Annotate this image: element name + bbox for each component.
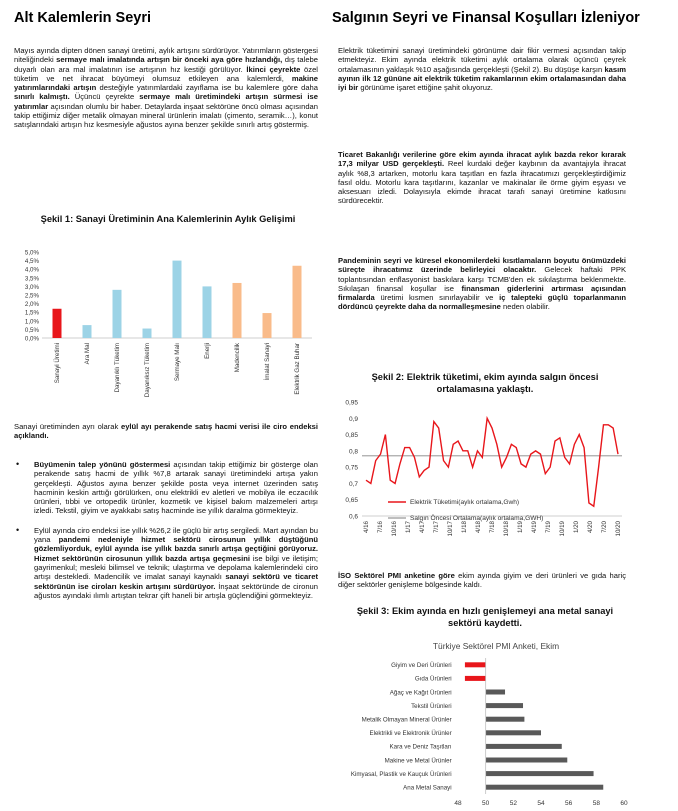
y-tick-label: 0,85 <box>345 432 358 440</box>
text-run: desteğiyle yatırımlardaki zayıflama ise bu kalemlere göre daha <box>96 83 318 93</box>
chart-title: Türkiye Sektörel PMI Anketi, Ekim <box>432 641 560 651</box>
y-tick-label: Gıda Ürünleri <box>414 675 452 683</box>
text-run: üretimi kısmen sınırlayabilir ve <box>374 293 500 303</box>
y-tick-label: 0,7 <box>348 480 358 488</box>
x-tick-label: 4/16 <box>363 521 370 534</box>
bar <box>143 329 152 338</box>
bar <box>486 717 525 722</box>
x-tick-label: Ara Mal <box>84 343 91 365</box>
x-tick-label: 7/20 <box>601 521 608 534</box>
text-run: sınırlı kalmıştı. <box>14 92 70 102</box>
bar <box>465 662 486 667</box>
y-tick-label: 0,65 <box>345 497 358 505</box>
figure-1-caption: Şekil 1: Sanayi Üretiminin Ana Kalemlerinin Aylık Gelişimi <box>40 214 296 224</box>
bullet-turnover-index <box>14 526 318 600</box>
y-tick-label: Tekstil Ürünleri <box>411 702 452 710</box>
text-run: sermaye malı üretimindeki artışın sürmesi ise yatırımlar <box>14 92 318 111</box>
y-tick-label: 0,5% <box>24 326 39 334</box>
y-tick-label: 0,9 <box>348 415 358 423</box>
x-tick-label: 1/19 <box>517 521 524 534</box>
text-run: dış talebe duyarlı olan ara mal imalatının ise artışının hız kestiği görülüyor. <box>14 55 318 74</box>
text-run: pandemi nedeniyle hizmet sektörü cirosunun yıllık düştüğünü gözlemliyorduk, eylül ayında ise yıllık bazda sınırlı artışa geçtiğini görüyoruz. Hizmet sektörünün cirosunun yıllık bazda artışa geçmesini <box>34 535 318 563</box>
text-run: finansman giderlerini artırması açısından firmalarda <box>338 283 626 303</box>
text-run: iç talepteki güçlü toparlanmanın dördüncü çeyrekte daha da normalleşmesine <box>338 293 626 312</box>
bullet-retail-sales <box>14 460 318 516</box>
x-tick-label: 60 <box>620 800 628 807</box>
figure-2-caption: Şekil 2: Elektrik tüketimi, ekim ayında salgın öncesi ortalamasına yaklaştı. <box>371 372 599 394</box>
text-run: Mayıs ayında dipten dönen sanayi üretimi, aylık artışını sürdürüyor. Yatırımların göstergesi niteliğindeki <box>14 46 318 65</box>
text-run: Sanayi üretiminden ayrı olarak <box>14 422 121 431</box>
right-paragraph-3 <box>338 256 626 312</box>
legend-label: Elektrik Tüketimi(aylık ortalama,Gwh) <box>410 499 520 506</box>
text-run: Gelecek haftaki PPK toplantısından enflasyonist baskılara karşı TCMB'den ek sıkılaştırma beklenmekte. Sıkılaşan finansal koşullar ise <box>338 265 627 293</box>
x-tick-label: 7/18 <box>489 521 496 534</box>
x-tick-label: 56 <box>565 800 573 807</box>
bar <box>293 266 302 338</box>
y-tick-label: 3,0% <box>24 283 39 291</box>
x-tick-label: 7/19 <box>545 521 552 534</box>
figure-3-hbar-chart <box>334 638 634 809</box>
bar <box>83 325 92 338</box>
x-tick-label: 1/18 <box>461 521 468 534</box>
bar <box>486 703 523 708</box>
right-section-title: Salgının Seyri ve Finansal Koşulları İzleniyor <box>332 10 640 26</box>
right-paragraph-1 <box>338 46 626 92</box>
y-tick-label: Ana Metal Sanayi <box>403 784 452 792</box>
bar <box>486 730 541 735</box>
bar <box>53 309 62 338</box>
text-run: sermaye malı imalatında artışın bir önceki aya göre hızlandığı, <box>56 55 283 65</box>
y-tick-label: 0,95 <box>345 399 358 407</box>
y-tick-label: 2,0% <box>24 301 39 309</box>
text-run: özel tüketim ve net ihracat büyümeyi olumsuz etkileyen ana kalemlerdi, <box>14 64 318 83</box>
figure-1-bar-chart <box>12 248 318 403</box>
left-paragraph-1 <box>14 46 318 130</box>
bar <box>486 771 594 776</box>
y-tick-label: Elektrikli ve Elektronik Ürünler <box>369 730 452 738</box>
x-tick-label: Madencilik <box>234 343 241 373</box>
text-run: açısından olumlu bir haber. Detaylarda inşaat sektörüne öncü olması açısından takip ettiğimiz diğer metalik olmayan mineral ürünlerin imalatı (çimento, seramik…), konut satışlarındaki artışın hız kesmesiyle ağustos ayına benzer şekilde sınırlı artış göstermiş. <box>14 101 318 130</box>
bar <box>486 785 604 790</box>
text-run: ise bilgi ve iletişim; gayrimenkul; mesleki bilimsel ve teknik; ulaştırma ve depolama kalemlerindeki ciro artışı destekledi. Madencilik ve imalat sanayi kaynaklı <box>34 553 318 582</box>
text-run: Pandeminin seyri ve küresel ekonomilerdeki kısıtlamaların boyutu önümüzdeki süreçte ihracatımız üzerinde belirleyici olacaktır. <box>338 256 626 275</box>
left-bullet-list <box>14 460 318 600</box>
x-tick-label: İmalat Sanayi <box>264 343 271 381</box>
legend-label: Salgın Öncesi Ortalama(aylık ortalama,GWH) <box>410 515 544 522</box>
text-run: Reel kurdaki değer kaybının da avantajıyla ihracat aylık %8,3 artarken, motorlu kara taşıtları en fazla ihracatımızı gerçekleştirdiğimiz fasıl oldu. Motorlu kara taşıtlarını, kazanlar ve makinalar ile örme giyim eşyası ve aksesuarı izledi. Dolayısıyla ekimde ihracat tarafı sanayi üretimine katkısını sürdürecektir. <box>338 159 626 206</box>
y-tick-label: 0,0% <box>24 335 39 343</box>
y-tick-label: 4,5% <box>24 258 39 266</box>
y-tick-label: 0,8 <box>348 448 358 456</box>
text-run: görünüme işaret ettiğine şahit oluyoruz. <box>358 83 493 93</box>
x-tick-label: Dayanıksız Tüketim <box>144 343 151 398</box>
x-tick-label: 7/17 <box>433 521 440 534</box>
x-tick-label: 58 <box>592 800 600 807</box>
text-run: sanayi sektörü ve ticaret sektörünün ise ciroları keskin artışını sürdürüyor. <box>34 572 318 591</box>
text-run: kasım ayının ilk 12 gününe ait elektrik tüketim rakamlarının ekim ortalamasından daha iyi bir <box>338 64 626 93</box>
bar <box>465 676 486 681</box>
y-tick-label: 1,0% <box>24 318 39 326</box>
x-tick-label: 4/18 <box>475 521 482 534</box>
right-paragraph-2 <box>338 150 626 206</box>
x-tick-label: 54 <box>537 800 545 807</box>
y-tick-label: 2,5% <box>24 292 39 300</box>
x-tick-label: 10/16 <box>391 521 398 537</box>
text-run: Büyümenin talep yönünü göstermesi <box>34 460 171 469</box>
y-tick-label: 4,0% <box>24 266 39 274</box>
x-tick-label: 4/19 <box>531 521 538 534</box>
y-tick-label: Kimyasal, Plastik ve Kauçuk Ürünleri <box>350 770 452 778</box>
y-tick-label: 0,6 <box>348 513 358 521</box>
x-tick-label: 52 <box>509 800 517 807</box>
text-run: neden olabilir. <box>500 302 550 312</box>
bar <box>486 744 562 749</box>
bar <box>203 286 212 338</box>
y-tick-label: Giyim ve Deri Ürünleri <box>391 662 452 670</box>
x-tick-label: Sanayi Üretimi <box>54 343 61 384</box>
x-tick-label: 10/18 <box>503 521 510 537</box>
bar <box>113 290 122 338</box>
bar <box>173 261 182 338</box>
x-tick-label: 1/17 <box>405 521 412 534</box>
text-run: eylül ayı perakende satış hacmi verisi ile ciro endeksi açıklandı. <box>14 422 318 441</box>
x-tick-label: 7/16 <box>377 521 384 534</box>
x-tick-label: 4/20 <box>587 521 594 534</box>
left-paragraph-2 <box>14 422 318 441</box>
x-tick-label: 50 <box>482 800 490 807</box>
x-tick-label: 10/17 <box>447 521 454 537</box>
text-run: Eylül ayında ciro endeksi ise yıllık %26,2 ile güçlü bir artış sergiledi. Mart ayından bu yana <box>34 525 318 545</box>
y-tick-label: Kara ve Deniz Taşıtları <box>389 743 452 751</box>
x-tick-label: Elektrik Gaz Buhar <box>294 343 301 395</box>
y-tick-label: Ağaç ve Kağıt Ürünleri <box>389 689 452 697</box>
bar <box>233 283 242 338</box>
x-tick-label: 48 <box>454 800 462 807</box>
text-run: İkinci çeyrekte <box>246 64 301 74</box>
text-run: açısından takip ettiğimiz bir gösterge olan perakende satış hacmi de yıllık %7,8 artarak sanayi üretimindeki artışa yakın gerçekleşti. Ağustos ayına benzer şekilde posta veya internet üzerinden satış hacminin keskin arttığı görülürken, onu elektrikli ev aletleri ve mobilya ile eczacılık ürünleri, tıbbi ve ortopedik ürünler, kozmetik ve kişisel bakım malzemeleri artışı izledi. Tekstil, giyim ve ayakkabı satış hacminde ise yıllık daralma görmekteyiz. <box>34 460 318 516</box>
x-tick-label: 4/17 <box>419 521 426 534</box>
text-run: ekim ayında giyim ve deri ürünleri ve gıda hariç diğer sektörler genişleme bölgesinde kaldı. <box>338 571 626 590</box>
x-tick-label: 1/20 <box>573 521 580 534</box>
y-tick-label: Metalik Olmayan Mineral Ürünler <box>361 716 452 724</box>
text-run: Ticaret Bakanlığı verilerine göre ekim ayında ihracat aylık bazda rekor kırarak 17,3 milyar USD gerçekleşti. <box>338 150 626 169</box>
bar <box>263 313 272 338</box>
text-run: Üçüncü çeyrekte <box>69 92 140 102</box>
y-tick-label: 1,5% <box>24 309 39 317</box>
y-tick-label: 5,0% <box>24 249 39 257</box>
x-tick-label: 10/20 <box>615 521 622 537</box>
y-tick-label: Makine ve Metal Ürünler <box>384 757 452 765</box>
text-run: İnşaat sektöründe de cironun ağustos ayındaki ılımlı artıştan tekrar çift haneli bir artışla güçlendiğini görmekteyiz. <box>34 581 318 600</box>
x-tick-label: Dayanıklı Tüketim <box>114 343 121 393</box>
series-line <box>366 418 618 506</box>
figure-3-caption: Şekil 3: Ekim ayında en hızlı genişlemeyi ana metal sanayi sektörü kaydetti. <box>356 606 614 628</box>
figure-2-line-chart <box>334 396 634 564</box>
y-tick-label: 3,5% <box>24 275 39 283</box>
bar <box>486 758 568 763</box>
text-run: makine yatırımlarındaki artışın <box>14 73 318 93</box>
x-tick-label: Sermaye Malı <box>174 343 181 382</box>
y-tick-label: 0,75 <box>345 464 358 472</box>
left-section-title: Alt Kalemlerin Seyri <box>14 10 151 26</box>
right-paragraph-4 <box>338 571 626 590</box>
bar <box>486 690 505 695</box>
text-run: İSO Sektörel PMI anketine göre <box>338 571 455 580</box>
text-run: Elektrik tüketimini sanayi üretimindeki görünüme dair fikir vermesi açısından takip etmekteyiz. Ekim ayında elektrik tüketimi aylık ortalama olarak üçüncü çeyrek ortalamasının yaklaşık %10 aşağısında gerçekleşti (Şekil 2). Bu düşüşe karşın <box>338 46 626 74</box>
x-tick-label: Enerji <box>204 343 211 359</box>
x-tick-label: 10/19 <box>559 521 566 537</box>
